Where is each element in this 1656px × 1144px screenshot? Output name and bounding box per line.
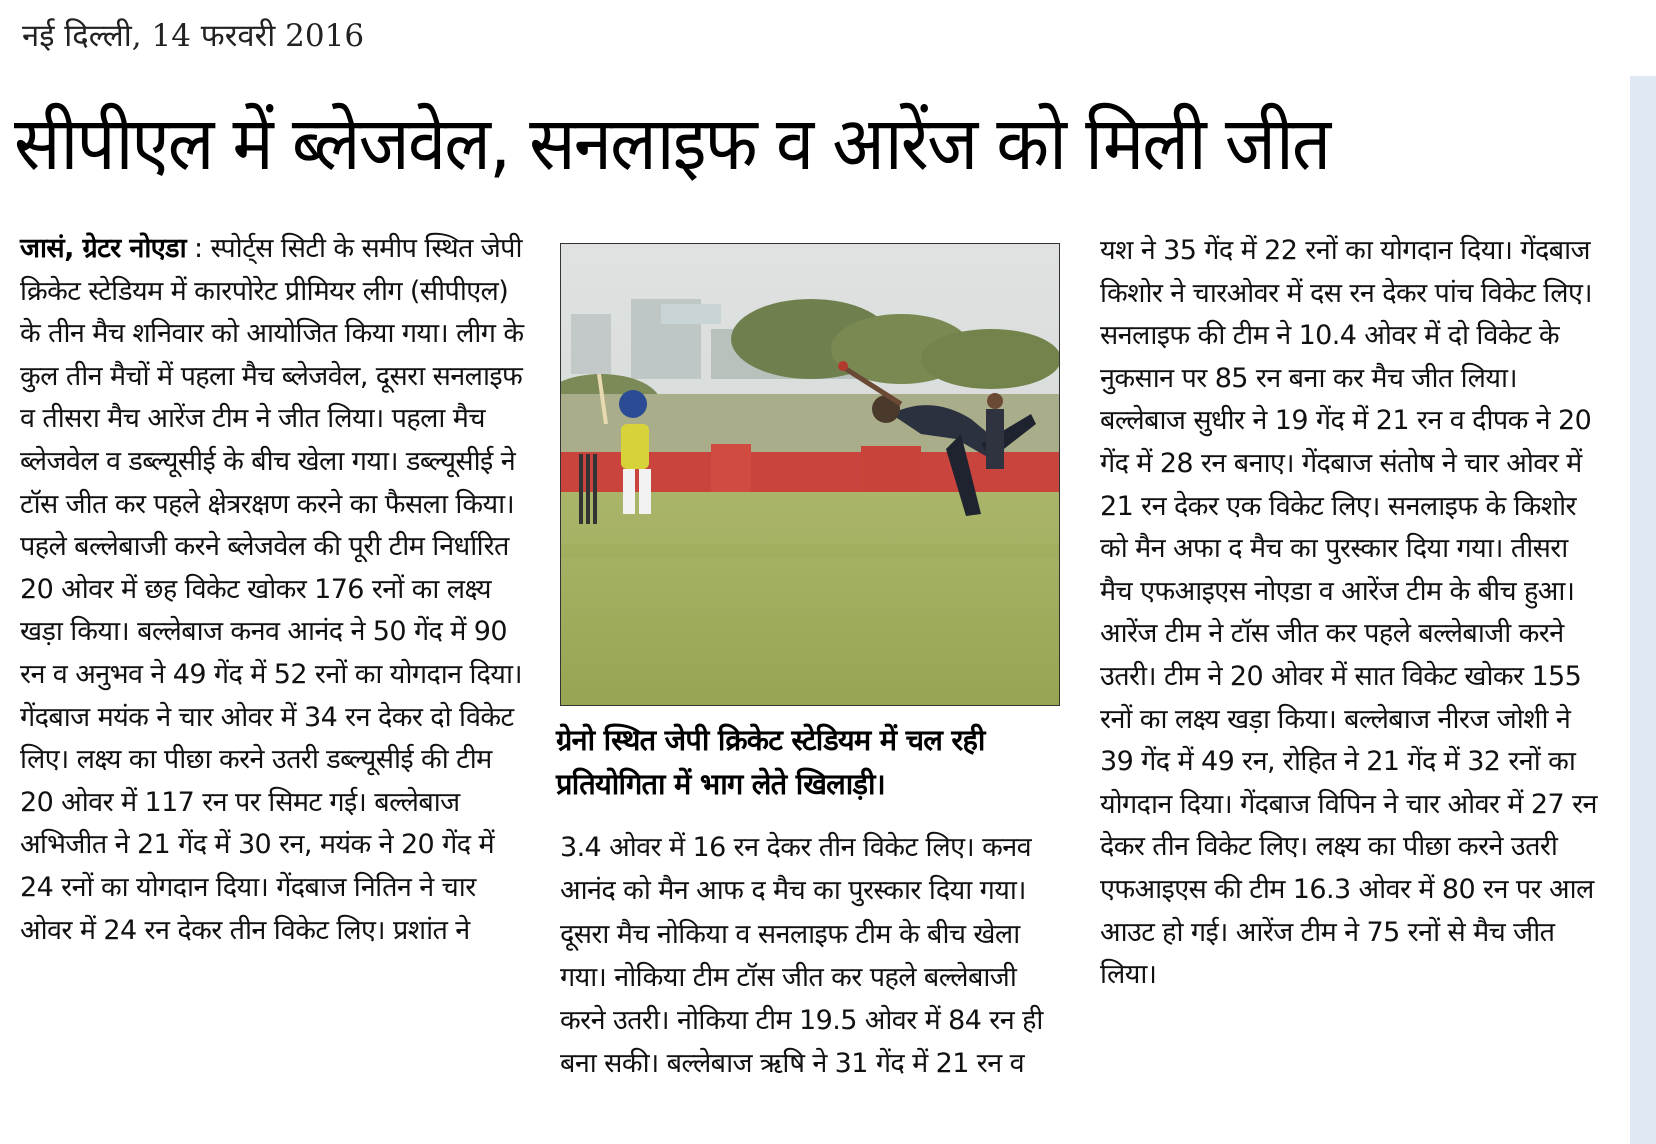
article-column-1 — [20, 228, 530, 952]
byline-separator: : — [185, 233, 211, 264]
cricket-photo-illustration — [561, 244, 1059, 705]
headline: सीपीएल में ब्लेजवेल, सनलाइफ व आरेंज को मिली जीत — [14, 101, 1330, 187]
cricket-match-photo — [560, 243, 1060, 706]
photo-caption: ग्रेनो स्थित जेपी क्रिकेट स्टेडियम में चल रही प्रतियोगिता में भाग लेते खिलाड़ी। — [556, 723, 985, 801]
column-1-paragraph — [20, 228, 530, 952]
dateline: नई दिल्ली, 14 फरवरी 2016 — [22, 18, 365, 54]
column-3-paragraph: यश ने 35 गेंद में 22 रनों का योगदान दिया। गेंदबाज किशोर ने चारओवर में दस रन देकर पांच विकेट लिए। सनलाइफ की टीम ने 10.4 ओवर में दो विकेट के नुकसान पर 85 रन बना कर मैच जीत लिया। बल्लेबाज सुधीर ने 19 गेंद में 21 रन व दीपक ने 20 गेंद में 28 रन बनाए। गेंदबाज संतोष ने चार ओवर में 21 रन देकर एक विकेट लिए। सनलाइफ के किशोर को मैन अफा द मैच का पुरस्कार दिया गया। तीसरा मैच एफआइएस नोएडा व आरेंज टीम के बीच हुआ। आरेंज टीम ने टॉस जीत कर पहले बल्लेबाजी करने उतरी। टीम ने 20 ओवर में सात विकेट खोकर 155 रनों का लक्ष्य खड़ा किया। बल्लेबाज नीरज जोशी ने 39 गेंद में 49 रन, रोहित ने 21 गेंद में 32 रनों का योगदान दिया। गेंदबाज विपिन ने चार ओवर में 27 रन देकर तीन विकेट लिए। लक्ष्य का पीछा करने उतरी एफआइएस की टीम 16.3 ओवर में 80 रन पर आल आउट हो गई। आरेंज टीम ने 75 रनों से मैच जीत लिया। — [1100, 235, 1597, 991]
article-column-3 — [1100, 230, 1600, 997]
column-2-paragraph: 3.4 ओवर में 16 रन देकर तीन विकेट लिए। कनव आनंद को मैन आफ द मैच का पुरस्कार दिया गया। दूसरा मैच नोकिया व सनलाइफ टीम के बीच खेला गया। नोकिया टीम टॉस जीत कर पहले बल्लेबाजी करने उतरी। नोकिया टीम 19.5 ओवर में 84 रन ही बना सकी। बल्लेबाज ऋषि ने 31 गेंद में 21 रन व — [560, 832, 1043, 1080]
byline: जासं, ग्रेटर नोएडा — [20, 233, 186, 264]
page-edge-stripe — [1630, 76, 1656, 1144]
column-1-text: स्पोर्ट्स सिटी के समीप स्थित जेपी क्रिकेट स्टेडियम में कारपोरेट प्रीमियर लीग (सीपीएल) के तीन मैच शनिवार को आयोजित किया गया। लीग के कुल तीन मैचों में पहला मैच ब्लेजवेल, दूसरा सनलाइफ व तीसरा मैच आरेंज टीम ने जीत लिया। पहला मैच ब्लेजवेल व डब्ल्यूसीई के बीच खेला गया। डब्ल्यूसीई ने टॉस जीत कर पहले क्षेत्ररक्षण करने का फैसला किया। पहले बल्लेबाजी करने ब्लेजवेल की पूरी टीम निर्धारित 20 ओवर में छह विकेट खोकर 176 रनों का लक्ष्य खड़ा किया। बल्लेबाज कनव आनंद ने 50 गेंद में 90 रन व अनुभव ने 49 गेंद में 52 रनों का योगदान दिया। गेंदबाज मयंक ने चार ओवर में 34 रन देकर दो विकेट लिए। लक्ष्य का पीछा करने उतरी डब्ल्यूसीई की टीम 20 ओवर में 117 रन पर सिमट गई। बल्लेबाज अभिजीत ने 21 गेंद में 30 रन, मयंक ने 20 गेंद में 24 रनों का योगदान दिया। गेंदबाज नितिन ने चार ओवर में 24 रन देकर तीन विकेट लिए। प्रशांत ने — [20, 233, 524, 946]
article-column-2 — [560, 826, 1055, 1086]
